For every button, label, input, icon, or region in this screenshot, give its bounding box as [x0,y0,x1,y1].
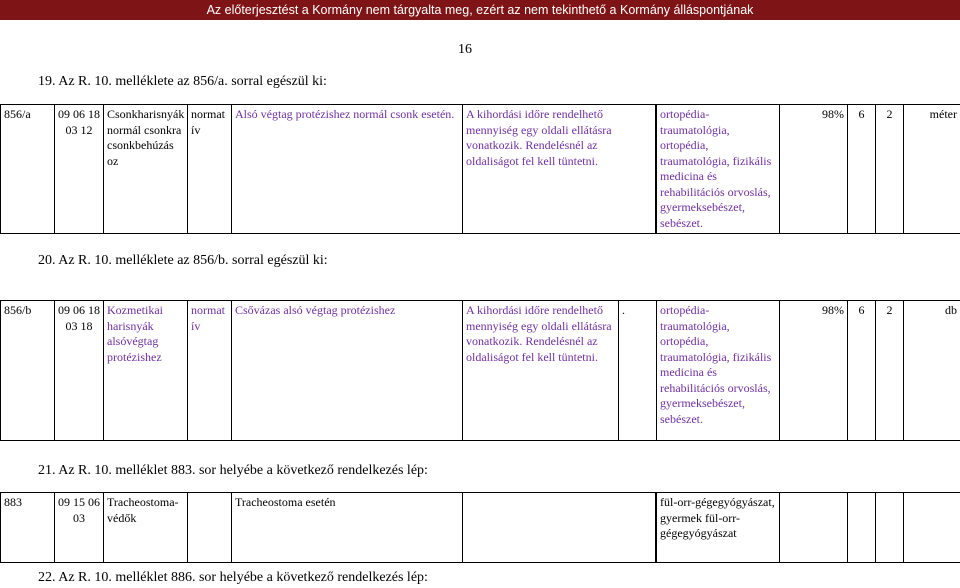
iso-code: 09 15 06 03 [55,493,104,563]
section-heading-20: 20. Az R. 10. melléklete az 856/b. sorral egészül ki: [38,253,328,268]
measure-unit: méter [904,105,960,234]
iso-code: 09 06 18 03 12 [55,105,104,234]
section-heading-21: 21. Az R. 10. melléklet 883. sor helyébe a következő rendelkezés lép: [38,463,428,478]
measure-unit [904,493,960,563]
support-unit [188,493,232,563]
prescription-condition: A kihordási időre rendelhető mennyiség egy oldali ellátásra vonatkozik. Rendelésnél az oldaliságot fel kell tüntetni. [463,105,656,234]
indication: Csővázas alsó végtag protézishez [232,301,463,441]
quantity-1 [848,493,876,563]
table-856b [0,300,960,441]
quantity-2: 2 [876,105,904,234]
quantity-2 [876,493,904,563]
product-name: Tracheostoma-védők [104,493,188,563]
support-unit: normat ív [188,301,232,441]
support-unit: normat ív [188,105,232,234]
specialty: ortopédia-traumatológia, ortopédia, traumatológia, fizikális medicina és rehabilitációs orvoslás, gyermeksebészet, sebészet. [657,301,780,441]
support-percent [780,493,848,563]
row-id: 856/a [1,105,55,234]
table-row [1,493,960,563]
support-percent: 98% [780,301,848,441]
product-name: Csonkharisnyák normál csonkra csonkbehúzás oz [104,105,188,234]
section-heading-19: 19. Az R. 10. melléklete az 856/a. sorral egészül ki: [38,74,327,89]
table-row [1,105,960,234]
row-id: 856/b [1,301,55,441]
row-id: 883 [1,493,55,563]
specialty: ortopédia-traumatológia, ortopédia, traumatológia, fizikális medicina és rehabilitációs orvoslás, gyermeksebészet, sebészet. [657,105,780,234]
quantity-1: 6 [848,301,876,441]
section-heading-22: 22. Az R. 10. melléklet 886. sor helyébe a következő rendelkezés lép: [38,570,428,585]
draft-banner: Az előterjesztést a Kormány nem tárgyalta meg, ezért az nem tekinthető a Kormány álláspontjának [0,0,960,20]
specialty: fül-orr-gégegyógyászat, gyermek fül-orr-gégegyógyászat [657,493,780,563]
iso-code: 09 06 18 03 18 [55,301,104,441]
page-number: 16 [458,42,472,57]
table-856a [0,104,960,234]
measure-unit: db [904,301,960,441]
support-percent: 98% [780,105,848,234]
quantity-2: 2 [876,301,904,441]
indication: Tracheostoma esetén [232,493,463,563]
indication: Alsó végtag protézishez normál csonk esetén. [232,105,463,234]
quantity-1: 6 [848,105,876,234]
table-883 [0,492,960,563]
extra-cell: . [619,301,657,441]
product-name: Kozmetikai harisnyák alsóvégtag protézishez [104,301,188,441]
prescription-condition [463,493,656,563]
table-row [1,301,960,441]
prescription-condition: A kihordási időre rendelhető mennyiség egy oldali ellátásra vonatkozik. Rendelésnél az oldaliságot fel kell tüntetni. [463,301,619,441]
